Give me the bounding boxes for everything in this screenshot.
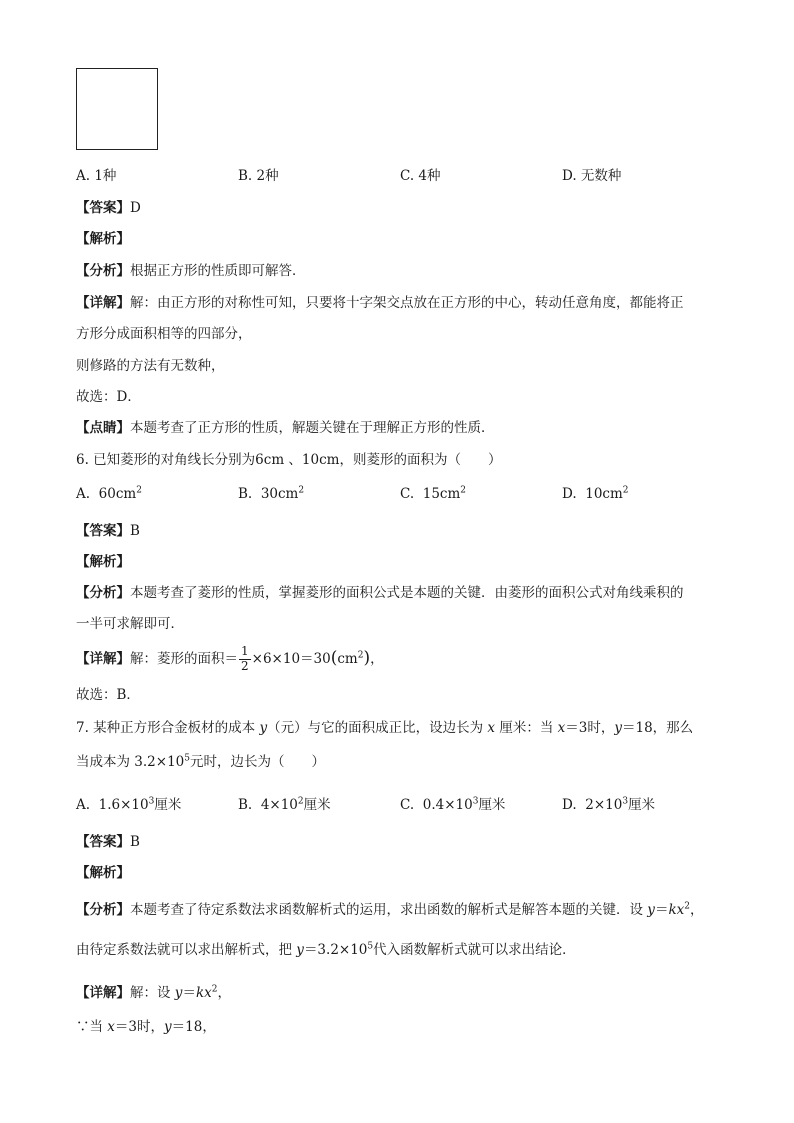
q6-option-b: B. $30cm^2$ bbox=[238, 485, 305, 502]
q7-option-b: B. $4\times 10^2$厘米 bbox=[238, 796, 331, 813]
q5-xiangjie-line2: 方形分成面积相等的四部分， bbox=[76, 326, 252, 342]
q7-option-d: D. $2\times 10^3$厘米 bbox=[562, 796, 656, 813]
q7-xiangjie: 【详解】解：设 $y=kx^2$， bbox=[76, 984, 231, 1001]
fraction-one-half: $\frac{1}{2}$ bbox=[241, 644, 249, 673]
q6-fenxi: 【分析】本题考查了菱形的性质，掌握菱形的面积公式是本题的关键．由菱形的面积公式对角线乘积的 bbox=[76, 585, 684, 601]
q5-fenxi: 【分析】根据正方形的性质即可解答． bbox=[76, 263, 306, 279]
q7-answer: 【答案】B bbox=[76, 834, 140, 850]
q5-option-d: D. 无数种 bbox=[562, 168, 622, 184]
q7-option-a: A. $1.6\times 10^3$厘米 bbox=[76, 796, 182, 813]
q5-xiangjie-line3: 则修路的方法有无数种， bbox=[76, 358, 225, 374]
q6-option-d: D. $10cm^2$ bbox=[562, 485, 629, 502]
q7-xiangjie-line2: ∵当 x＝3时，y＝18， bbox=[76, 1019, 216, 1035]
q7-stem-line2: 当成本为 $3.2\times 10^5$元时，边长为（ ） bbox=[76, 753, 325, 770]
q5-option-b: B. 2种 bbox=[238, 168, 279, 184]
q5-choose: 故选：D． bbox=[76, 389, 141, 405]
q7-fenxi: 【分析】本题考查了待定系数法求函数解析式的运用，求出函数的解析式是解答本题的关键．设 $y=kx^2$， bbox=[76, 901, 704, 918]
because-symbol: ∵ bbox=[76, 1019, 90, 1035]
q7-fenxi-line2: 由待定系数法就可以求出解析式，把 $y=3.2\times 10^5$代入函数解析式就可以求出结论． bbox=[76, 941, 576, 958]
q7-stem-line1: 7. 某种正方形合金板材的成本 y（元）与它的面积成正比，设边长为 x 厘米：当 x＝3时，y＝18，那么 bbox=[76, 720, 694, 736]
square-figure bbox=[76, 68, 158, 150]
q6-answer: 【答案】B bbox=[76, 523, 140, 539]
q6-fenxi-line2: 一半可求解即可． bbox=[76, 616, 184, 632]
q5-dianjing: 【点睛】本题考查了正方形的性质，解题关键在于理解正方形的性质． bbox=[76, 420, 495, 436]
q6-stem: 6. 已知菱形的对角线长分别为6cm 、10cm，则菱形的面积为（ ） bbox=[76, 452, 502, 468]
q5-option-a: A. 1种 bbox=[76, 168, 117, 184]
q6-option-c: C. $15cm^2$ bbox=[400, 485, 467, 502]
q5-answer: 【答案】D bbox=[76, 200, 141, 216]
q6-analysis-heading: 【解析】 bbox=[76, 554, 130, 570]
q7-analysis-heading: 【解析】 bbox=[76, 865, 130, 881]
q6-xiangjie: 【详解】解：菱形的面积＝ $\frac{1}{2}$ $\times 6\times 10=30(cm^2)$， bbox=[76, 644, 384, 673]
q5-xiangjie: 【详解】解：由正方形的对称性可知，只要将十字架交点放在正方形的中心，转动任意角度，都能将正 bbox=[76, 295, 684, 311]
q6-option-a: A. $60cm^2$ bbox=[76, 485, 142, 502]
q7-option-c: C. $0.4\times 10^3$厘米 bbox=[400, 796, 506, 813]
q5-analysis-heading: 【解析】 bbox=[76, 231, 130, 247]
q5-option-c: C. 4种 bbox=[400, 168, 441, 184]
q6-choose: 故选：B． bbox=[76, 687, 140, 703]
